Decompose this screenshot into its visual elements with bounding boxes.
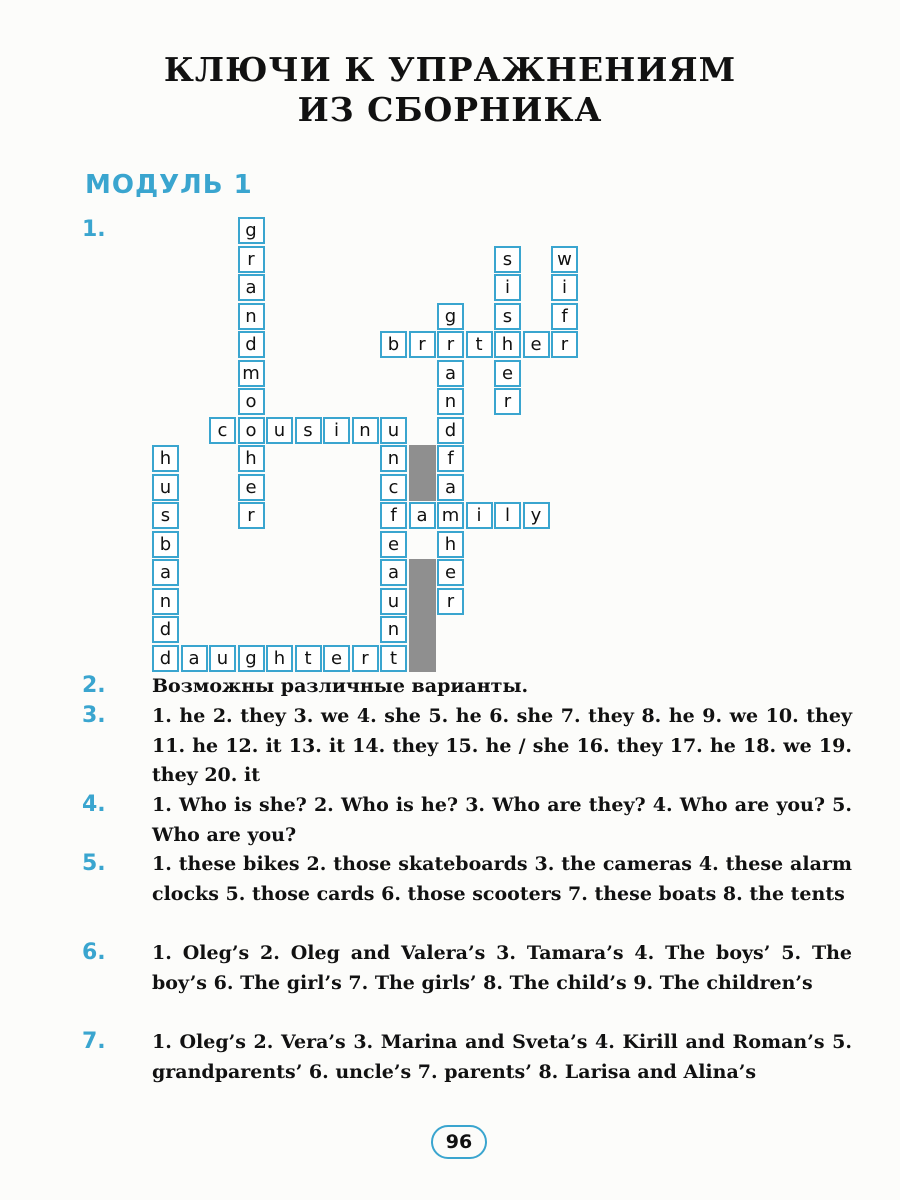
crossword-cell: r — [437, 588, 464, 615]
crossword-cell: i — [494, 274, 521, 301]
crossword-cell: s — [494, 303, 521, 330]
crossword-cell: t — [380, 645, 407, 672]
crossword-cell: d — [152, 616, 179, 643]
crossword-cell: n — [352, 417, 379, 444]
crossword-cell: a — [238, 274, 265, 301]
exercise-number-6: 6. — [82, 940, 106, 965]
crossword-shaded-block — [409, 559, 436, 672]
crossword-cell: w — [551, 246, 578, 273]
module-heading: МОДУЛЬ 1 — [85, 170, 253, 200]
crossword-cell: g — [437, 303, 464, 330]
crossword-cell: n — [380, 445, 407, 472]
crossword-cell: r — [437, 331, 464, 358]
page-title-line2: ИЗ СБОРНИКА — [297, 90, 603, 129]
crossword-cell: h — [238, 445, 265, 472]
exercise-number-5: 5. — [82, 851, 106, 876]
crossword-cell: c — [209, 417, 236, 444]
crossword-cell: s — [152, 502, 179, 529]
exercise-number-4: 4. — [82, 792, 106, 817]
crossword-cell: i — [323, 417, 350, 444]
crossword-cell: f — [437, 445, 464, 472]
crossword-cell: a — [409, 502, 436, 529]
crossword-cell: u — [380, 588, 407, 615]
crossword-cell: r — [238, 502, 265, 529]
crossword-cell: g — [238, 645, 265, 672]
crossword-cell: a — [380, 559, 407, 586]
crossword-cell: e — [380, 531, 407, 558]
crossword-cell: n — [380, 616, 407, 643]
crossword-cell: d — [152, 645, 179, 672]
exercise-number-1: 1. — [82, 217, 106, 242]
crossword-cell: u — [209, 645, 236, 672]
exercise-4-text: 1. Who is she? 2. Who is he? 3. Who are they? 4. Who are you? 5. Who are you? — [152, 794, 852, 846]
crossword-cell: g — [238, 217, 265, 244]
crossword-cell: u — [152, 474, 179, 501]
crossword-cell: c — [380, 474, 407, 501]
crossword-cell: b — [380, 331, 407, 358]
crossword-cell: h — [266, 645, 293, 672]
crossword-cell: y — [523, 502, 550, 529]
crossword-cell: n — [152, 588, 179, 615]
crossword-cell: e — [323, 645, 350, 672]
crossword-shaded-block — [409, 445, 436, 501]
crossword-cell: h — [437, 531, 464, 558]
exercise-6-text: 1. Oleg’s 2. Oleg and Valera’s 3. Tamara’s 4. The boys’ 5. The boy’s 6. The girl’s 7. The girls’ 8. The child’s 9. The children’s — [152, 942, 852, 994]
crossword-cell: e — [238, 474, 265, 501]
crossword-cell: e — [494, 360, 521, 387]
crossword-cell: m — [437, 502, 464, 529]
crossword-cell: n — [238, 303, 265, 330]
crossword-cell: t — [466, 331, 493, 358]
exercise-3-text: 1. he 2. they 3. we 4. she 5. he 6. she 7. they 8. he 9. we 10. they 11. he 12. it 13. it 14. they 15. he / she 16. they 17. he 18. we 19. they 20. it — [152, 705, 852, 786]
exercise-number-3: 3. — [82, 703, 106, 728]
crossword-cell: b — [152, 531, 179, 558]
crossword-cell: a — [437, 360, 464, 387]
crossword-cell: f — [380, 502, 407, 529]
crossword-cell: t — [295, 645, 322, 672]
exercise-number-7: 7. — [82, 1029, 106, 1054]
crossword-cell: e — [523, 331, 550, 358]
exercise-7-text: 1. Oleg’s 2. Vera’s 3. Marina and Sveta’s 4. Kirill and Roman’s 5. grandparents’ 6. uncle’s 7. parents’ 8. Larisa and Alina’s — [152, 1031, 852, 1083]
crossword-cell: a — [437, 474, 464, 501]
crossword-cell: o — [238, 388, 265, 415]
crossword-cell: r — [409, 331, 436, 358]
crossword-cell: l — [494, 502, 521, 529]
exercise-2-text: Возможны различные варианты. — [152, 675, 529, 697]
crossword-cell: d — [238, 331, 265, 358]
crossword-cell: d — [437, 417, 464, 444]
crossword-cell: a — [152, 559, 179, 586]
crossword-cell: o — [238, 417, 265, 444]
crossword-cell: u — [266, 417, 293, 444]
crossword-cell: r — [352, 645, 379, 672]
crossword-cell: i — [466, 502, 493, 529]
exercise-number-2: 2. — [82, 673, 106, 698]
crossword-cell: a — [181, 645, 208, 672]
crossword-cell: r — [238, 246, 265, 273]
crossword-cell: h — [152, 445, 179, 472]
crossword-cell: e — [437, 559, 464, 586]
page-number: 96 — [431, 1125, 487, 1159]
exercise-5-text: 1. these bikes 2. those skateboards 3. the cameras 4. these alarm clocks 5. those cards 6. those scooters 7. these boats 8. the tents — [152, 853, 852, 905]
crossword-cell: m — [238, 360, 265, 387]
crossword-cell: f — [551, 303, 578, 330]
crossword-cell: n — [437, 388, 464, 415]
crossword-cell: h — [494, 331, 521, 358]
crossword-cell: r — [494, 388, 521, 415]
page-title-line1: КЛЮЧИ К УПРАЖНЕНИЯМ — [163, 50, 737, 89]
crossword-cell: r — [551, 331, 578, 358]
crossword-cell: i — [551, 274, 578, 301]
crossword-cell: s — [494, 246, 521, 273]
crossword-cell: s — [295, 417, 322, 444]
crossword-cell: u — [380, 417, 407, 444]
